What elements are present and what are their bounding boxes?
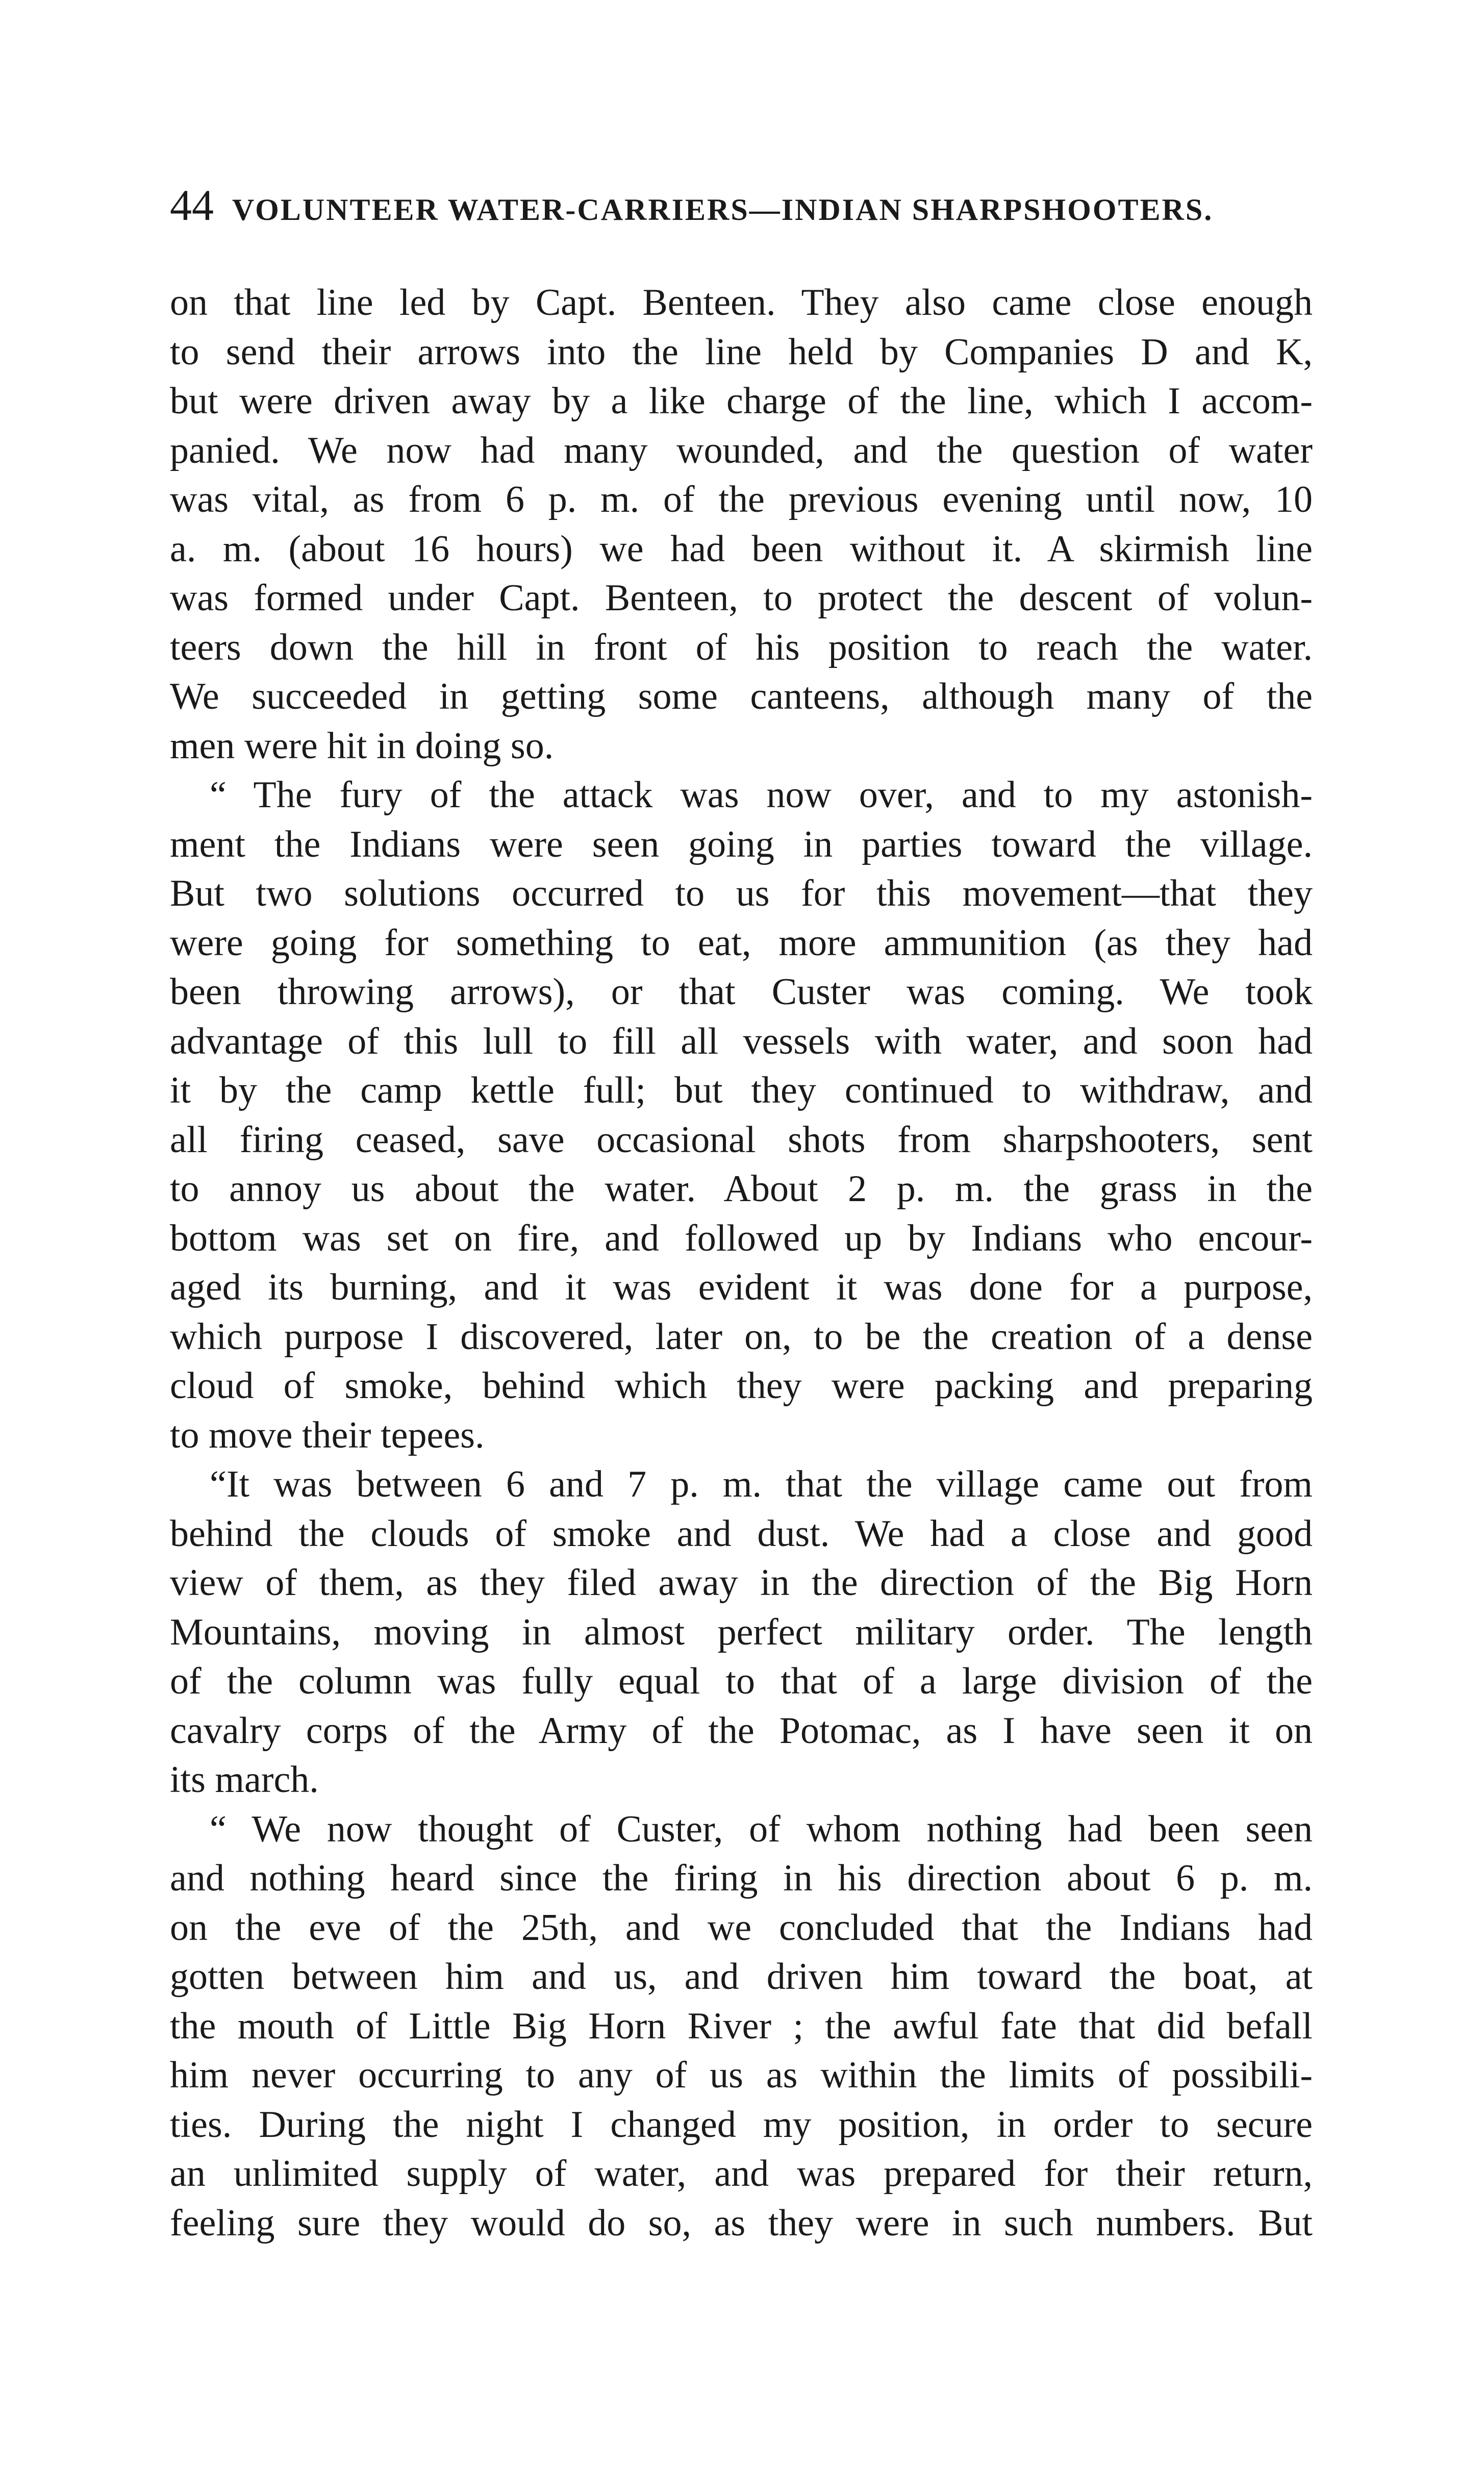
text-line: to annoy us about the water. About 2 p. m. the grass in the bbox=[170, 1168, 1313, 1210]
text-line: advantage of this lull to fill all vessels with water, and soon had bbox=[170, 1020, 1313, 1062]
text-line: were going for something to eat, more ammunition (as they had bbox=[170, 922, 1313, 964]
text-line: all firing ceased, save occasional shots from sharpshooters, sent bbox=[170, 1118, 1313, 1161]
running-head: VOLUNTEER WATER-CARRIERS—INDIAN SHARPSHOOTERS. bbox=[232, 193, 1214, 227]
text-line: ment the Indians were seen going in parties toward the village. bbox=[170, 823, 1313, 865]
body-text bbox=[170, 278, 1313, 2248]
text-line: view of them, as they filed away in the direction of the Big Horn bbox=[170, 1562, 1313, 1604]
text-line: an unlimited supply of water, and was prepared for their return, bbox=[170, 2153, 1313, 2195]
text-line: teers down the hill in front of his position to reach the water. bbox=[170, 626, 1313, 668]
text-line: cavalry corps of the Army of the Potomac, as I have seen it on bbox=[170, 1709, 1313, 1752]
text-line: a. m. (about 16 hours) we had been without it. A skirmish line bbox=[170, 528, 1313, 570]
text-line: “ We now thought of Custer, of whom nothing had been seen bbox=[210, 1808, 1313, 1850]
text-line: cloud of smoke, behind which they were packing and preparing bbox=[170, 1365, 1313, 1407]
text-line: it by the camp kettle full; but they continued to withdraw, and bbox=[170, 1069, 1313, 1111]
text-line: Mountains, moving in almost perfect military order. The length bbox=[170, 1611, 1313, 1653]
page-number: 44 bbox=[170, 181, 214, 230]
text-line: and nothing heard since the firing in his direction about 6 p. m. bbox=[170, 1857, 1313, 1899]
text-line: of the column was fully equal to that of a large division of the bbox=[170, 1660, 1313, 1702]
text-line: to send their arrows into the line held by Companies D and K, bbox=[170, 331, 1313, 373]
text-line: was formed under Capt. Benteen, to protect the descent of volun- bbox=[170, 577, 1313, 619]
text-line: to move their tepees. bbox=[170, 1414, 485, 1456]
text-line: gotten between him and us, and driven him toward the boat, at bbox=[170, 1956, 1313, 1998]
text-line: “ The fury of the attack was now over, and to my astonish- bbox=[210, 774, 1313, 816]
text-line: which purpose I discovered, later on, to be the creation of a dense bbox=[170, 1315, 1313, 1358]
text-line: ties. During the night I changed my position, in order to secure bbox=[170, 2103, 1313, 2146]
text-line: bottom was set on fire, and followed up by Indians who encour- bbox=[170, 1217, 1313, 1259]
page-header bbox=[170, 180, 1313, 236]
text-line: men were hit in doing so. bbox=[170, 725, 554, 767]
text-line: “It was between 6 and 7 p. m. that the village came out from bbox=[210, 1463, 1313, 1505]
text-line: been throwing arrows), or that Custer was coming. We took bbox=[170, 971, 1313, 1013]
text-line: its march. bbox=[170, 1759, 319, 1801]
text-line: behind the clouds of smoke and dust. We had a close and good bbox=[170, 1512, 1313, 1555]
text-line: We succeeded in getting some canteens, although many of the bbox=[170, 676, 1313, 717]
text-line: him never occurring to any of us as within the limits of possibili- bbox=[170, 2054, 1313, 2096]
text-line: but were driven away by a like charge of the line, which I accom- bbox=[170, 380, 1313, 422]
text-line: panied. We now had many wounded, and the question of water bbox=[170, 429, 1313, 471]
text-line: on that line led by Capt. Benteen. They also came close enough bbox=[170, 282, 1313, 323]
text-line: the mouth of Little Big Horn River ; the awful fate that did befall bbox=[170, 2005, 1313, 2047]
text-line: feeling sure they would do so, as they were in such numbers. But bbox=[170, 2202, 1313, 2244]
text-line: But two solutions occurred to us for this movement—that they bbox=[170, 873, 1313, 914]
text-line: on the eve of the 25th, and we concluded that the Indians had bbox=[170, 1906, 1313, 1949]
text-line: aged its burning, and it was evident it was done for a purpose, bbox=[170, 1266, 1313, 1308]
text-line: was vital, as from 6 p. m. of the previous evening until now, 10 bbox=[170, 479, 1313, 520]
